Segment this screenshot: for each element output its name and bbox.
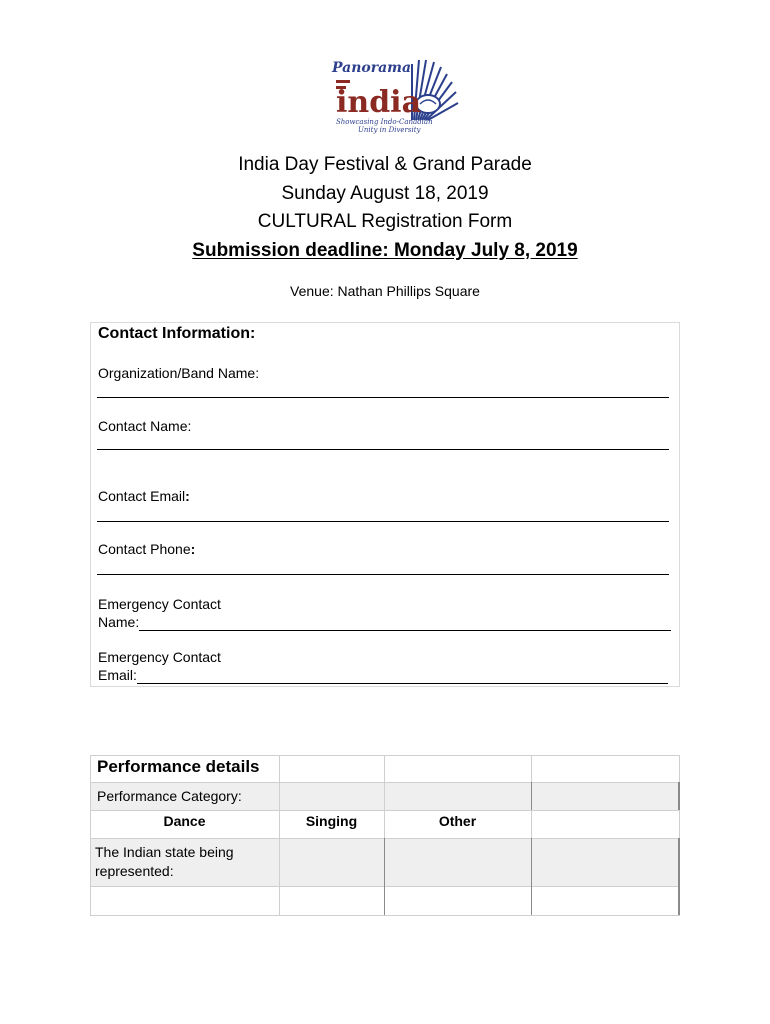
performance-section-title: Performance details [97,757,260,776]
venue-text: Venue: Nathan Phillips Square [290,283,480,299]
contact-name-label: Contact Name: [98,418,192,434]
event-date: Sunday August 18, 2019 [281,182,489,204]
option-other[interactable]: Other [438,813,477,829]
form-title: CULTURAL Registration Form [257,211,513,232]
option-singing[interactable]: Singing [305,813,358,829]
submission-deadline: Submission deadline: Monday July 8, 2019 [192,239,578,261]
emergency-email-field[interactable] [137,669,668,684]
indian-state-label: The Indian state being represented: [95,844,234,879]
contact-email-field[interactable] [97,521,669,522]
event-title: India Day Festival & Grand Parade [238,154,532,175]
contact-phone-label: Contact Phone: [98,541,196,557]
contact-section-title: Contact Information: [98,325,256,342]
logo-top-text: Panorama [332,60,412,76]
logo-main-text: india [336,85,422,120]
option-dance[interactable]: Dance [163,813,206,829]
panorama-india-logo [330,52,462,134]
emergency-name-label: Emergency Contact Name: [98,595,671,631]
emergency-email-label: Emergency Contact Email: [98,648,668,684]
logo-tagline-2: Unity in Diversity [358,126,421,134]
logo-tagline-1: Showcasing Indo-Canadian [336,118,433,126]
contact-phone-field[interactable] [97,574,669,575]
organization-name-label: Organization/Band Name: [98,365,260,381]
performance-category-label: Performance Category: [97,788,242,804]
emergency-name-field[interactable] [139,616,671,631]
form-header [0,151,770,265]
organization-name-field[interactable] [97,397,669,398]
contact-information-section [90,322,680,687]
contact-name-field[interactable] [97,449,669,450]
indian-state-field[interactable] [280,839,678,885]
performance-details-table [90,755,680,916]
contact-email-label: Contact Email: [98,488,190,504]
